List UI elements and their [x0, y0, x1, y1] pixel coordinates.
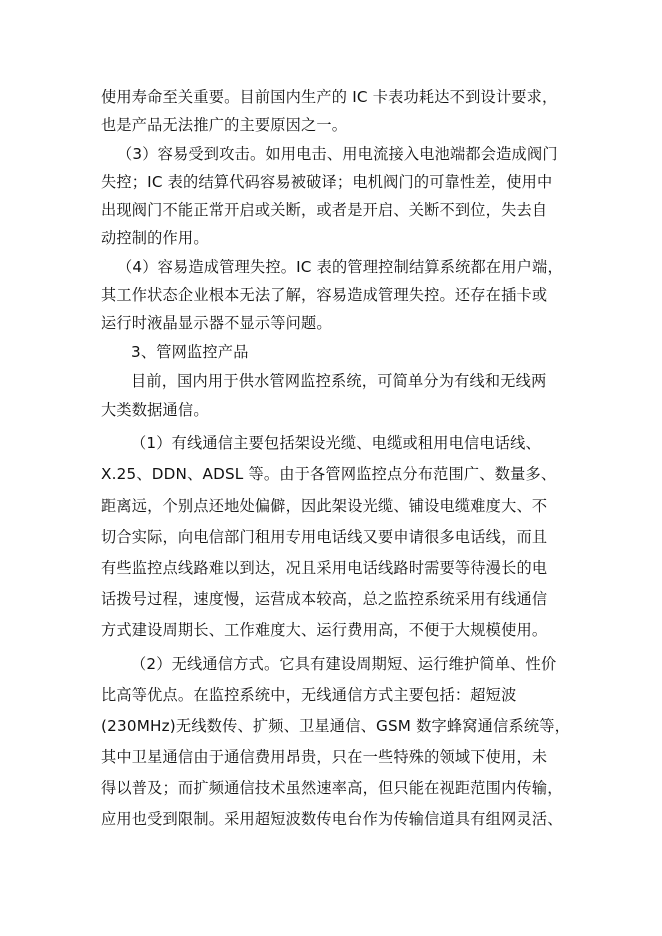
text-line: 有些监控点线路难以到达，况且采用电话线路时需要等待漫长的电: [101, 559, 548, 577]
text-line: （1）有线通信主要包括架设光缆、电缆或租用电信电话线、: [131, 434, 541, 452]
section-heading: 3、管网监控产品: [131, 343, 249, 361]
text-line: 也是产品无法推广的主要原因之一。: [101, 116, 348, 134]
text-line: 距离远，个别点还地处偏僻，因此架设光缆、铺设电缆难度大、不: [101, 497, 548, 515]
text-line: (230MHz)无线数传、扩频、卫星通信、GSM 数字蜂窝通信系统等，: [101, 717, 570, 735]
text-line: X.25、DDN、ADSL 等。由于各管网监控点分布范围广、数量多、: [101, 465, 557, 483]
text-line: 其中卫星通信由于通信费用昂贵，只在一些特殊的领域下使用，未: [101, 748, 548, 766]
text-line: 使用寿命至关重要。目前国内生产的 IC 卡表功耗达不到设计要求，: [101, 88, 558, 106]
text-line: 运行时液晶显示器不显示等问题。: [101, 314, 332, 332]
text-line: 大类数据通信。: [101, 401, 209, 419]
text-line: 失控；IC 表的结算代码容易被破译；电机阀门的可靠性差，使用中: [101, 173, 553, 191]
text-line: （2）无线通信方式。它具有建设周期短、运行维护简单、性价: [131, 655, 557, 673]
text-line: 得以普及；而扩频通信技术虽然速率高，但只能在视距范围内传输，: [101, 779, 563, 797]
text-line: 其工作状态企业根本无法了解，容易造成管理失控。还存在插卡或: [101, 286, 548, 304]
text-line: 目前，国内用于供水管网监控系统，可简单分为有线和无线两: [131, 372, 547, 390]
text-line: 话拨号过程，速度慢，运营成本较高，总之监控系统采用有线通信: [101, 590, 548, 608]
text-line: （4）容易造成管理失控。IC 表的管理控制结算系统都在用户端，: [117, 258, 563, 276]
text-line: 方式建设周期长、工作难度大、运行费用高，不便于大规模使用。: [101, 621, 548, 639]
text-line: 比高等优点。在监控系统中，无线通信方式主要包括：超短波: [101, 686, 517, 704]
text-line: 应用也受到限制。采用超短波数传电台作为传输信道具有组网灵活、: [101, 810, 563, 828]
text-line: 出现阀门不能正常开启或关断，或者是开启、关断不到位，失去自: [101, 201, 548, 219]
text-line: （3）容易受到攻击。如用电击、用电流接入电池端都会造成阀门: [117, 145, 558, 163]
text-line: 动控制的作用。: [101, 229, 209, 247]
text-line: 切合实际，向电信部门租用专用电话线又要申请很多电话线，而且: [101, 528, 548, 546]
